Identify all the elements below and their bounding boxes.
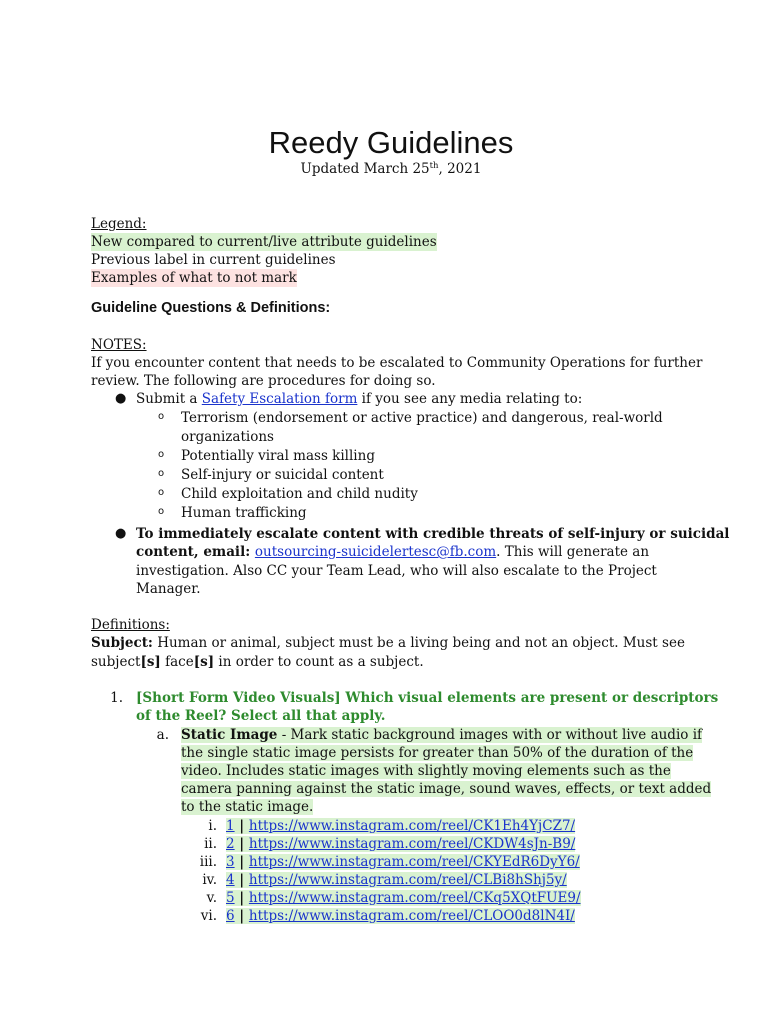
definitions-heading: Definitions:	[91, 617, 170, 633]
notes-bullet-2-line-3: investigation. Also CC your Team Lead, who will also escalate to the Project	[136, 563, 657, 579]
option-a-line-1	[181, 726, 702, 744]
example-numeral: v.	[206, 890, 217, 906]
escalation-email-link[interactable]: outsourcing-suicidelertesc@fb.com	[254, 544, 497, 560]
option-a-line-3-text: video. Includes static images with slightly moving elements such as the	[181, 763, 671, 779]
reel-url-link[interactable]: https://www.instagram.com/reel/CKq5XQtFUE9/	[248, 890, 581, 906]
option-a-line-5	[181, 798, 313, 816]
notes-bullet-1	[136, 390, 582, 408]
legend-examples: Examples of what to not mark	[91, 270, 297, 286]
option-a-line-4-text: camera panning against the static image, sound waves, effects, or text added	[181, 781, 712, 797]
sub-item-1-cont: organizations	[181, 429, 274, 445]
subject-definition-line-2	[91, 653, 424, 671]
updated-date-suffix: , 2021	[438, 161, 482, 177]
sub-item-1: Terrorism (endorsement or active practice) and dangerous, real-world	[181, 410, 663, 426]
section-heading: Guideline Questions & Definitions:	[91, 300, 331, 316]
reel-url-link[interactable]: https://www.instagram.com/reel/CKDW4sJn-B9/	[248, 836, 576, 852]
option-a-line-2	[181, 744, 693, 762]
example-row-highlight	[226, 872, 567, 888]
reel-url-link[interactable]: https://www.instagram.com/reel/CLOO0d8lN4I/	[248, 908, 575, 924]
example-row-highlight	[226, 908, 575, 924]
example-row	[226, 871, 567, 889]
example-numeral: ii.	[204, 836, 217, 852]
question-1-number: 1.	[110, 690, 123, 706]
example-number-link[interactable]: 4	[226, 872, 235, 888]
option-a-line-5-text: to the static image.	[181, 799, 314, 815]
subject-definition-line-1	[91, 634, 685, 652]
option-a-line-1-highlight	[181, 727, 702, 743]
subject-plural-marker: [s]	[140, 654, 161, 670]
sub-item-5: Human trafficking	[181, 505, 307, 521]
option-a-line-3	[181, 762, 671, 780]
example-numeral: vi.	[200, 908, 217, 924]
example-row	[226, 853, 580, 871]
example-number-link[interactable]: 3	[226, 854, 235, 870]
legend-new: New compared to current/live attribute guidelines	[91, 234, 437, 250]
example-row	[226, 907, 575, 925]
example-row-highlight	[226, 836, 575, 852]
subject-text: Human or animal, subject must be a living being and not an object. Must see	[152, 635, 685, 651]
example-number-link[interactable]: 1	[226, 818, 235, 834]
example-row	[226, 889, 581, 907]
static-image-label: Static Image	[181, 727, 278, 743]
example-numeral: i.	[208, 818, 217, 834]
page-title: Reedy Guidelines	[268, 125, 514, 160]
reel-url-link[interactable]: https://www.instagram.com/reel/CK1Eh4YjCZ7/	[248, 818, 576, 834]
legend-heading: Legend:	[91, 216, 147, 232]
option-a-line-1-text: - Mark static background images with or without live audio if	[277, 727, 703, 743]
example-number-link[interactable]: 2	[226, 836, 235, 852]
example-row-highlight	[226, 854, 580, 870]
option-a-line-4	[181, 780, 711, 798]
subject-word: subject	[91, 654, 141, 670]
updated-date-sup: th	[429, 161, 439, 171]
separator: |	[234, 872, 249, 888]
circle-bullet-icon: o	[158, 449, 165, 460]
bullet-icon: ●	[115, 391, 127, 406]
option-a-letter: a.	[156, 727, 169, 743]
example-number-link[interactable]: 6	[226, 908, 235, 924]
face-plural-marker: [s]	[193, 654, 215, 670]
notes-intro-line-2: review. The following are procedures for doing so.	[91, 373, 436, 389]
notes-bullet-2-line-2	[136, 543, 649, 561]
safety-escalation-form-link[interactable]: Safety Escalation form	[201, 391, 358, 407]
reel-url-link[interactable]: https://www.instagram.com/reel/CKYEdR6DyY6/	[248, 854, 580, 870]
separator: |	[234, 854, 249, 870]
separator: |	[234, 818, 249, 834]
updated-date-prefix: Updated March 25	[300, 161, 430, 177]
reel-url-link[interactable]: https://www.instagram.com/reel/CLBi8hShj5y/	[248, 872, 567, 888]
example-numeral: iii.	[199, 854, 217, 870]
subject-label: Subject:	[91, 635, 153, 651]
separator: |	[234, 890, 249, 906]
question-1-line-1: [Short Form Video Visuals] Which visual elements are present or descriptors	[136, 690, 719, 706]
example-row	[226, 817, 575, 835]
bullet-2-rest: . This will generate an	[496, 544, 650, 560]
email-label: content, email:	[136, 544, 255, 560]
notes-intro-line-1: If you encounter content that needs to be escalated to Community Operations for further	[91, 355, 703, 371]
example-numeral: iv.	[202, 872, 217, 888]
example-row	[226, 835, 575, 853]
sub-item-2: Potentially viral mass killing	[181, 448, 375, 464]
question-1-line-2: of the Reel? Select all that apply.	[136, 708, 386, 724]
sub-item-4: Child exploitation and child nudity	[181, 486, 418, 502]
circle-bullet-icon: o	[158, 506, 165, 517]
updated-date	[91, 160, 691, 178]
sub-item-3: Self-injury or suicidal content	[181, 467, 384, 483]
subject-line-rest: in order to count as a subject.	[214, 654, 424, 670]
example-number-link[interactable]: 5	[226, 890, 235, 906]
option-a-line-2-text: the single static image persists for greater than 50% of the duration of the	[181, 745, 694, 761]
notes-bullet-2-line-1: To immediately escalate content with credible threats of self-injury or suicidal	[136, 526, 730, 542]
circle-bullet-icon: o	[158, 487, 165, 498]
circle-bullet-icon: o	[158, 468, 165, 479]
example-row-highlight	[226, 818, 575, 834]
notes-heading: NOTES:	[91, 337, 147, 353]
separator: |	[234, 908, 249, 924]
bullet-1-prefix: Submit a	[136, 391, 202, 407]
legend-previous: Previous label in current guidelines	[91, 252, 336, 268]
separator: |	[234, 836, 249, 852]
notes-bullet-2-line-4: Manager.	[136, 581, 201, 597]
example-row-highlight	[226, 890, 581, 906]
bullet-icon: ●	[115, 526, 127, 541]
circle-bullet-icon: o	[158, 411, 165, 422]
face-word: face	[160, 654, 194, 670]
bullet-1-suffix: if you see any media relating to:	[357, 391, 583, 407]
